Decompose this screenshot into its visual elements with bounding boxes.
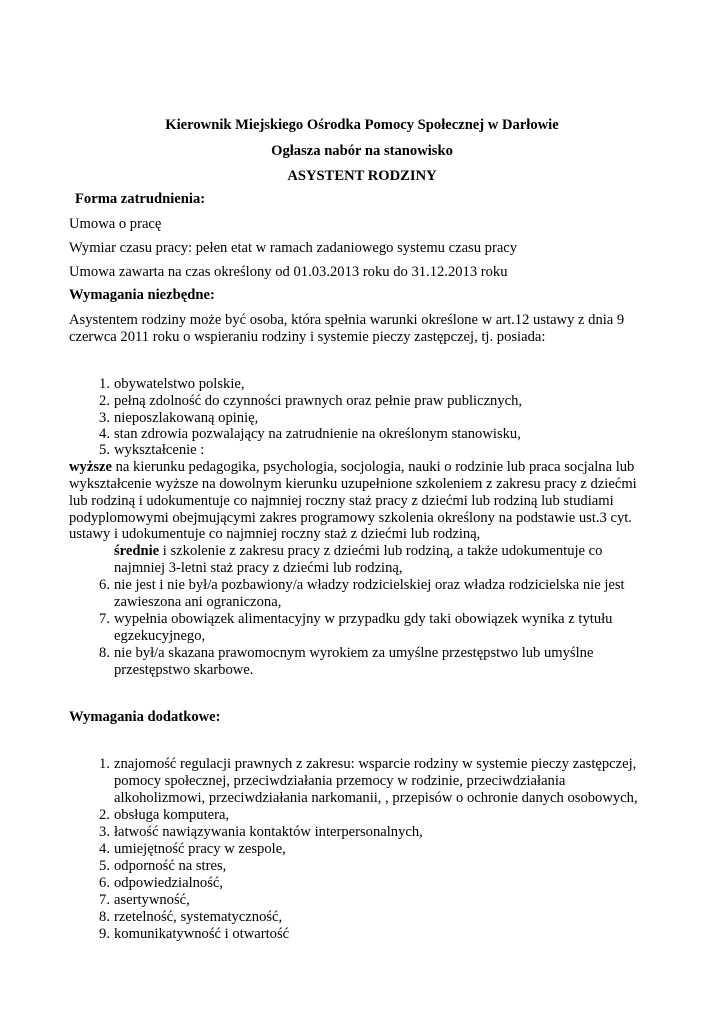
list-item: rzetelność, systematyczność,: [114, 909, 283, 925]
list-item: łatwość nawiązywania kontaktów interpersonalnych,: [114, 824, 423, 840]
required-heading: Wymagania niezbędne:: [69, 287, 215, 303]
title-announcement: Ogłasza nabór na stanowisko: [271, 143, 453, 159]
list-item-continuation: alkoholizmowi, przeciwdziałania narkomanii, , przepisów o ochronie danych osobowych,: [114, 790, 638, 806]
list-number: 1.: [99, 376, 110, 392]
required-intro-line: Asystentem rodziny może być osoba, która spełnia warunki określone w art.12 ustawy z dnia 9: [69, 312, 625, 328]
education-higher-label: wyższe: [69, 459, 112, 475]
list-item-continuation: pomocy społecznej, przeciwdziałania przemocy w rodzinie, przeciwdziałania: [114, 773, 566, 789]
list-number: 4.: [99, 841, 110, 857]
list-item: obywatelstwo polskie,: [114, 376, 245, 392]
list-number: 8.: [99, 645, 110, 661]
education-higher-line: podyplomowymi obejmującymi zakres programowy szkolenia określony na podstawie ust.3 cyt.: [69, 510, 632, 526]
employment-line: Umowa o pracę: [69, 216, 162, 232]
title-employer: Kierownik Miejskiego Ośrodka Pomocy Społecznej w Darłowie: [165, 117, 559, 133]
list-number: 7.: [99, 892, 110, 908]
list-item: asertywność,: [114, 892, 190, 908]
list-item: umiejętność pracy w zespole,: [114, 841, 286, 857]
education-higher-line: [69, 459, 634, 476]
list-item: odpowiedzialność,: [114, 875, 224, 891]
list-number: 2.: [99, 393, 110, 409]
employment-line: Wymiar czasu pracy: pełen etat w ramach zadaniowego systemu czasu pracy: [69, 240, 518, 256]
list-item: pełną zdolność do czynności prawnych oraz pełnie praw publicznych,: [114, 393, 523, 409]
education-higher-text: na kierunku pedagogika, psychologia, socjologia, nauki o rodzinie lub praca socjalna lub: [111, 459, 635, 475]
education-secondary-line: najmniej 3-letni staż pracy z dziećmi lub rodziną,: [114, 560, 403, 576]
list-number: 1.: [99, 756, 110, 772]
list-item: nieposzlakowaną opinię,: [114, 410, 259, 426]
required-intro-line: czerwca 2011 roku o wspieraniu rodziny i systemie pieczy zastępczej, tj. posiada:: [69, 329, 546, 345]
list-item: wykształcenie :: [114, 442, 205, 458]
additional-heading: Wymagania dodatkowe:: [69, 709, 221, 725]
education-secondary-text: i szkolenie z zakresu pracy z dziećmi lub rodziną, a także udokumentuje co: [159, 543, 603, 559]
education-higher-line: lub rodziną i udokumentuje co najmniej roczny staż pracy z dziećmi lub rodziną lub studiami: [69, 493, 614, 509]
education-higher-line: ustawy i udokumentuje co najmniej roczny staż z dziećmi lub rodziną,: [69, 526, 481, 542]
education-secondary-line: [114, 543, 602, 560]
list-number: 5.: [99, 442, 110, 458]
list-item: wypełnia obowiązek alimentacyjny w przypadku gdy taki obowiązek wynika z tytułu: [114, 611, 613, 627]
list-item-continuation: zawieszona ani ograniczona,: [114, 594, 282, 610]
list-number: 2.: [99, 807, 110, 823]
list-number: 6.: [99, 577, 110, 593]
title-position: ASYSTENT RODZINY: [287, 168, 437, 184]
list-item: obsługa komputera,: [114, 807, 230, 823]
list-item: nie jest i nie był/a pozbawiony/a władzy rodzicielskiej oraz władza rodzicielska nie jest: [114, 577, 625, 593]
list-number: 6.: [99, 875, 110, 891]
list-item: odporność na stres,: [114, 858, 227, 874]
list-number: 5.: [99, 858, 110, 874]
list-item: znajomość regulacji prawnych z zakresu: wsparcie rodziny w systemie pieczy zastępczej,: [114, 756, 637, 772]
list-item-continuation: egzekucyjnego,: [114, 628, 206, 644]
list-number: 8.: [99, 909, 110, 925]
education-secondary-label: średnie: [114, 543, 160, 559]
list-item: stan zdrowia pozwalający na zatrudnienie na określonym stanowisku,: [114, 426, 521, 442]
list-number: 4.: [99, 426, 110, 442]
list-number: 9.: [99, 926, 110, 942]
list-item: komunikatywność i otwartość: [114, 926, 290, 942]
list-number: 7.: [99, 611, 110, 627]
list-item-continuation: przestępstwo skarbowe.: [114, 662, 254, 678]
education-higher-line: wykształcenie wyższe na dowolnym kierunku uzupełnione szkoleniem z zakresu pracy z dziećmi: [69, 476, 637, 492]
list-number: 3.: [99, 824, 110, 840]
employment-heading: Forma zatrudnienia:: [75, 191, 206, 207]
employment-line: Umowa zawarta na czas określony od 01.03.2013 roku do 31.12.2013 roku: [69, 264, 508, 280]
list-item: nie był/a skazana prawomocnym wyrokiem za umyślne przestępstwo lub umyślne: [114, 645, 594, 661]
list-number: 3.: [99, 410, 110, 426]
